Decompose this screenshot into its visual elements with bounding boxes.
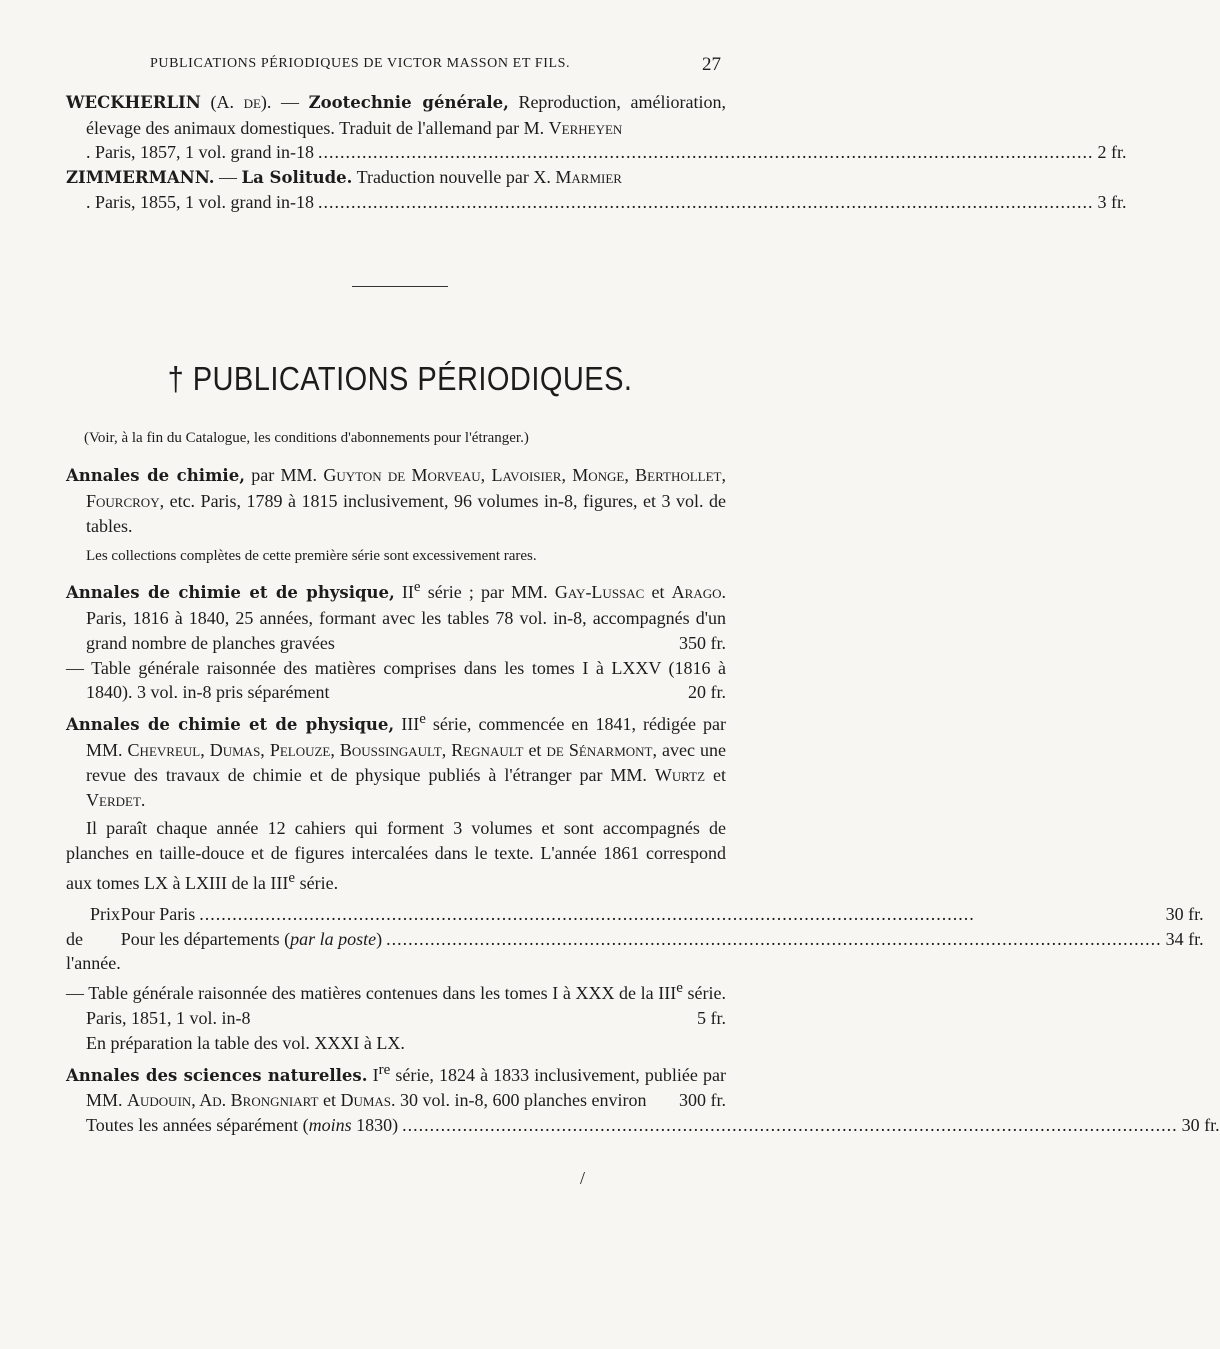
price: 5 fr. — [697, 1007, 726, 1028]
running-head: PUBLICATIONS PÉRIODIQUES DE VICTOR MASSON ET FILS. — [150, 56, 571, 71]
paragraph: Il paraît chaque année 12 cahiers qui forment 3 volumes et sont accompagnés de planches en taille-douce et de figures intercalées dans le texte. L'année 1861 correspond aux tomes LX à LXIII de la IIIe série. — [66, 818, 726, 893]
periodicals — [66, 463, 1220, 1138]
price: 300 fr. — [679, 1090, 726, 1111]
price: 20 fr. — [688, 682, 726, 703]
entry-author: ZIMMERMANN. — [66, 167, 215, 187]
price-line: Toutes les années séparément (moins 1830) ..... 30 fr. — [66, 1113, 726, 1138]
entry-title: Zootechnie générale, — [308, 93, 509, 112]
top-entries — [66, 90, 1127, 215]
entry-note: Les collections complètes de cette première série sont excessivement rares. — [86, 548, 537, 565]
page-number: 27 — [702, 54, 721, 75]
price-line: Pour les départements (par la poste) ..... 34 fr. — [121, 927, 1204, 952]
price-table: Prix de l'année. Pour Paris ..... 30 fr. Pour les départements (par la poste) ..... 34 fr. — [66, 902, 726, 976]
price-line: . Paris, 1855, 1 vol. grand in-18 ..... 3 fr. — [66, 190, 726, 215]
price: 3 fr. — [1097, 192, 1127, 212]
entry-annales-chimie: Annales de chimie, par MM. Guyton de Morveau, Lavoisier, Monge, Berthollet, Fourcroy, etc. Paris, 1789 à 1815 inclusivement, 96 volumes in-8, figures, et 3 vol. de tables. — [66, 465, 726, 536]
price-line: Pour Paris ..... 30 fr. — [121, 902, 1204, 927]
table-entry: — Table générale raisonnée des matières contenues dans les tomes I à XXX de la IIIe série. Paris, 1851, 1 vol. in-8 — [66, 980, 726, 1028]
table-entry: — Table générale raisonnée des matières comprises dans les tomes I à LXXV (1816 à 1840). 3 vol. in-8 pris séparément — [66, 657, 726, 703]
entry-author: WECKHERLIN — [66, 93, 201, 112]
entry-weckherlin: WECKHERLIN (A. de). — Zootechnie générale, Reproduction, amélioration, élevage des animaux domestiques. Traduit de l'allemand par M. Verheyen — [66, 92, 726, 138]
entry-zimmermann: ZIMMERMANN. — La Solitude. Traduction nouvelle par X. Marmier — [66, 166, 622, 187]
entry-title: La Solitude. — [241, 167, 353, 187]
entry-annales-chimie-physique-3: Annales de chimie et de physique, IIIe série, commencée en 1841, rédigée par MM. Chevreul, Dumas, Pelouze, Boussingault, Regnault et de Sénarmont, avec une revue des travaux de chimie et de physique publiés à l'étranger par MM. Wurtz et Verdet. — [66, 711, 727, 810]
section-note: (Voir, à la fin du Catalogue, les conditions d'abonnements pour l'étranger.) — [84, 430, 529, 446]
divider — [352, 286, 448, 287]
entry-annales-chimie-physique-2: Annales de chimie et de physique, IIe série ; par MM. Gay-Lussac et Arago. Paris, 1816 à 1840, 25 années, formant avec les tables 78 vol. in-8, accompagnés d'un grand nombre de planches gravées — [66, 579, 726, 653]
entry-annales-sciences: Annales des sciences naturelles. Ire série, 1824 à 1833 inclusivement, publiée par MM. Audouin, Ad. Brongniart et Dumas. 30 vol. in-8, 600 planches environ — [66, 1061, 726, 1111]
price: 350 fr. — [679, 632, 726, 653]
price: 2 fr. — [1097, 142, 1127, 162]
preparation-note: En préparation la table des vol. XXXI à LX. — [86, 1032, 405, 1053]
ink-mark: / — [580, 1168, 586, 1188]
price-line: . Paris, 1857, 1 vol. grand in-18 ..... 2 fr. — [66, 140, 726, 165]
section-title: † PUBLICATIONS PÉRIODIQUES. — [167, 360, 633, 397]
